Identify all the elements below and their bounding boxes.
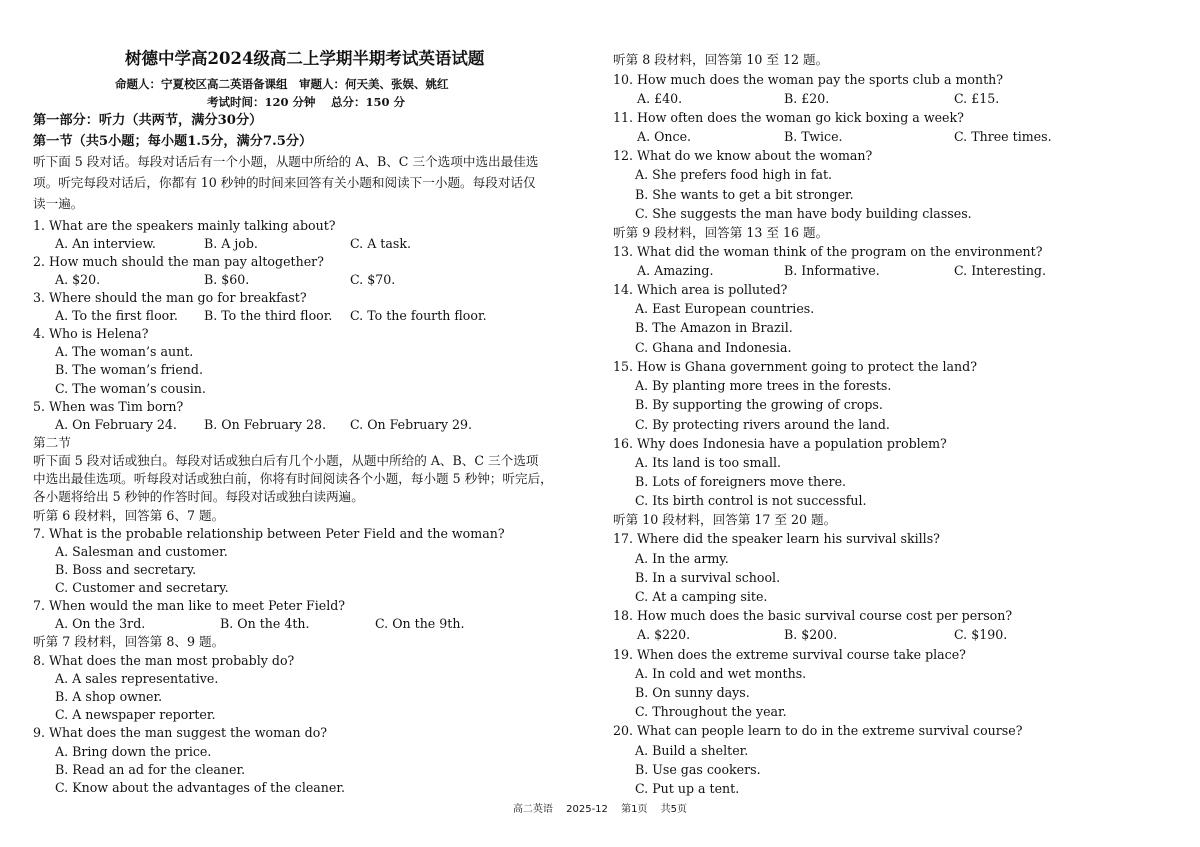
- material-label: 听第 6 段材料，回答第 6、7 题。: [33, 508, 225, 523]
- option-a: A. $20.: [55, 272, 101, 287]
- option-a: A. By planting more trees in the forests.: [635, 378, 892, 393]
- option-b: B. Read an ad for the cleaner.: [55, 762, 246, 777]
- option-c: C. By protecting rivers around the land.: [635, 417, 890, 432]
- option-b: B. Informative.: [784, 263, 880, 278]
- option-b: B. On sunny days.: [635, 685, 750, 700]
- option-c: C. $190.: [954, 627, 1008, 642]
- option-c: C. Ghana and Indonesia.: [635, 340, 792, 355]
- option-b: B. Boss and secretary.: [55, 562, 197, 577]
- question-stem: 19. When does the extreme survival course take place?: [613, 647, 966, 662]
- option-b: B. Use gas cookers.: [635, 762, 761, 777]
- question-stem: 5. When was Tim born?: [33, 399, 184, 414]
- option-c: C. On the 9th.: [375, 616, 465, 631]
- option-c: C. Put up a tent.: [635, 781, 740, 796]
- question-stem: 1. What are the speakers mainly talking about?: [33, 218, 336, 233]
- option-c: C. A task.: [350, 236, 411, 251]
- question-stem: 20. What can people learn to do in the extreme survival course?: [613, 723, 1023, 738]
- option-a: A. Its land is too small.: [635, 455, 782, 470]
- option-b: B. To the third floor.: [204, 308, 333, 323]
- option-c: C. At a camping site.: [635, 589, 768, 604]
- option-b: B. A job.: [204, 236, 258, 251]
- option-b: B. On February 28.: [204, 417, 327, 432]
- option-c: C. The woman’s cousin.: [55, 381, 206, 396]
- page-footer: [0, 800, 1200, 815]
- option-c: C. Throughout the year.: [635, 704, 787, 719]
- footer-page: 第1页: [621, 804, 648, 815]
- material-label: 听第 8 段材料，回答第 10 至 12 题。: [613, 52, 829, 67]
- question-stem: 10. How much does the woman pay the sports club a month?: [613, 72, 1004, 87]
- section2-title: 第二节: [33, 435, 71, 450]
- option-a: A. Build a shelter.: [635, 743, 749, 758]
- section2-instructions-line: 中选出最佳选项。听每段对话或独白前，你将有时间阅读各个小题，每小题 5 秒钟；听完后，: [33, 471, 553, 486]
- option-a: A. £40.: [637, 91, 683, 106]
- section2-instructions-line: 听下面 5 段对话或独白。每段对话或独白后有几个小题，从题中所给的 A、B、C 三个选项: [33, 453, 539, 468]
- option-b: B. $60.: [204, 272, 250, 287]
- question-stem: 8. What does the man most probably do?: [33, 653, 295, 668]
- section1-title: 第一节（共5小题；每小题1.5分，满分7.5分）: [33, 134, 313, 149]
- option-a: A. In the army.: [635, 551, 729, 566]
- option-c: C. Its birth control is not successful.: [635, 493, 867, 508]
- question-stem: 3. Where should the man go for breakfast?: [33, 290, 307, 305]
- option-a: A. On the 3rd.: [55, 616, 146, 631]
- option-b: B. In a survival school.: [635, 570, 781, 585]
- question-stem: 16. Why does Indonesia have a population problem?: [613, 436, 947, 451]
- option-c: C. £15.: [954, 91, 1000, 106]
- option-a: A. To the first floor.: [55, 308, 178, 323]
- question-stem: 9. What does the man suggest the woman do?: [33, 725, 328, 740]
- option-b: B. On the 4th.: [220, 616, 310, 631]
- section2-instructions-line: 各小题将给出 5 秒钟的作答时间。每段对话或独白读两遍。: [33, 489, 364, 504]
- option-a: A. The woman’s aunt.: [55, 344, 194, 359]
- question-stem: 7. What is the probable relationship between Peter Field and the woman?: [33, 526, 505, 541]
- option-c: C. She suggests the man have body building classes.: [635, 206, 972, 221]
- section1-instructions-line: 听下面 5 段对话。每段对话后有一个小题，从题中所给的 A、B、C 三个选项中选出最佳选: [33, 154, 539, 169]
- option-a: A. On February 24.: [55, 417, 177, 432]
- option-c: C. Three times.: [954, 129, 1052, 144]
- option-c: C. To the fourth floor.: [350, 308, 487, 323]
- question-stem: 2. How much should the man pay altogether?: [33, 254, 324, 269]
- option-c: C. A newspaper reporter.: [55, 707, 216, 722]
- section1-instructions-line: 项。听完每段对话后，你都有 10 秒钟的时间来回答有关小题和阅读下一小题。每段对话仅: [33, 175, 536, 190]
- material-label: 听第 9 段材料，回答第 13 至 16 题。: [613, 225, 829, 240]
- question-stem: 14. Which area is polluted?: [613, 282, 788, 297]
- option-b: B. Twice.: [784, 129, 843, 144]
- option-a: A. East European countries.: [635, 301, 815, 316]
- part1-title: 第一部分：听力（共两节，满分30分）: [33, 113, 263, 128]
- option-b: B. Lots of foreigners move there.: [635, 474, 847, 489]
- footer-date: 2025-12: [566, 804, 608, 815]
- option-b: B. £20.: [784, 91, 830, 106]
- question-stem: 11. How often does the woman go kick boxing a week?: [613, 110, 964, 125]
- option-b: B. By supporting the growing of crops.: [635, 397, 883, 412]
- option-a: A. Salesman and customer.: [55, 544, 228, 559]
- option-a: A. She prefers food high in fat.: [635, 167, 833, 182]
- question-stem: 15. How is Ghana government going to protect the land?: [613, 359, 977, 374]
- option-a: A. Once.: [637, 129, 692, 144]
- footer-total: 共5页: [660, 804, 688, 815]
- footer-subject: 高二英语: [512, 804, 553, 815]
- option-a: A. Amazing.: [637, 263, 714, 278]
- material-label: 听第 7 段材料，回答第 8、9 题。: [33, 634, 225, 649]
- question-stem: 13. What did the woman think of the program on the environment?: [613, 244, 1043, 259]
- question-stem: 12. What do we know about the woman?: [613, 148, 873, 163]
- option-c: C. Know about the advantages of the cleaner.: [55, 780, 346, 795]
- option-b: B. $200.: [784, 627, 838, 642]
- option-c: C. Customer and secretary.: [55, 580, 229, 595]
- question-stem: 4. Who is Helena?: [33, 326, 149, 341]
- option-a: A. $220.: [637, 627, 691, 642]
- option-c: C. Interesting.: [954, 263, 1046, 278]
- exam-title: 树德中学高2024级高二上学期半期考试英语试题: [125, 49, 485, 68]
- option-a: A. An interview.: [55, 236, 156, 251]
- section1-instructions-line: 读一遍。: [33, 196, 84, 211]
- question-stem: 18. How much does the basic survival course cost per person?: [613, 608, 1013, 623]
- material-label: 听第 10 段材料，回答第 17 至 20 题。: [613, 512, 837, 527]
- option-b: B. She wants to get a bit stronger.: [635, 187, 854, 202]
- question-stem: 7. When would the man like to meet Peter Field?: [33, 598, 346, 613]
- option-c: C. $70.: [350, 272, 396, 287]
- option-a: A. In cold and wet months.: [635, 666, 807, 681]
- exam-time-score: 考试时间：120 分钟 总分：150 分: [207, 95, 406, 109]
- option-b: B. The woman’s friend.: [55, 362, 203, 377]
- exam-setters: 命题人：宁夏校区高二英语备课组 审题人：何天美、张娱、姚红: [115, 77, 449, 91]
- option-c: C. On February 29.: [350, 417, 473, 432]
- option-a: A. A sales representative.: [55, 671, 219, 686]
- option-a: A. Bring down the price.: [55, 744, 212, 759]
- option-b: B. The Amazon in Brazil.: [635, 320, 793, 335]
- question-stem: 17. Where did the speaker learn his survival skills?: [613, 531, 940, 546]
- option-b: B. A shop owner.: [55, 689, 163, 704]
